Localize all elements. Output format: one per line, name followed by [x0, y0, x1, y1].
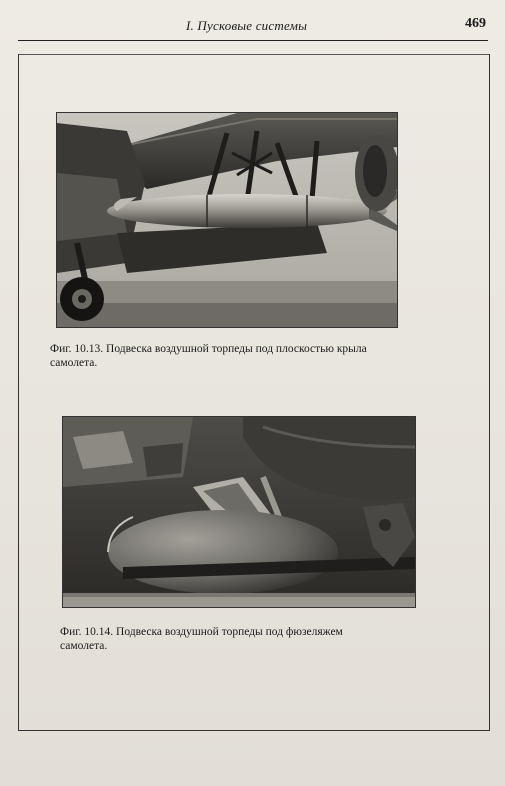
photo-torpedo-under-fuselage-image — [63, 417, 415, 607]
figure-caption-text-2b: самолета. — [60, 640, 108, 652]
photo-torpedo-under-wing — [57, 113, 397, 327]
figure-label-2: Фиг. 10.14. — [60, 626, 114, 638]
figure-label-1: Фиг. 10.13. — [50, 343, 104, 355]
section-title: I. Пусковые системы — [186, 18, 308, 33]
page-number: 469 — [465, 16, 486, 31]
running-header — [18, 14, 488, 41]
figure-caption-text-1: Подвеска воздушной торпеды под плоскостью крыла — [106, 343, 367, 355]
figure-caption-text-1b: самолета. — [50, 357, 98, 369]
figure-caption-text-2: Подвеска воздушной торпеды под фюзеляжем — [116, 626, 343, 638]
figure-caption-2 — [60, 625, 432, 653]
photo-torpedo-under-fuselage — [63, 417, 415, 607]
photo-torpedo-under-wing-image — [57, 113, 397, 327]
figure-caption-1 — [50, 342, 430, 370]
